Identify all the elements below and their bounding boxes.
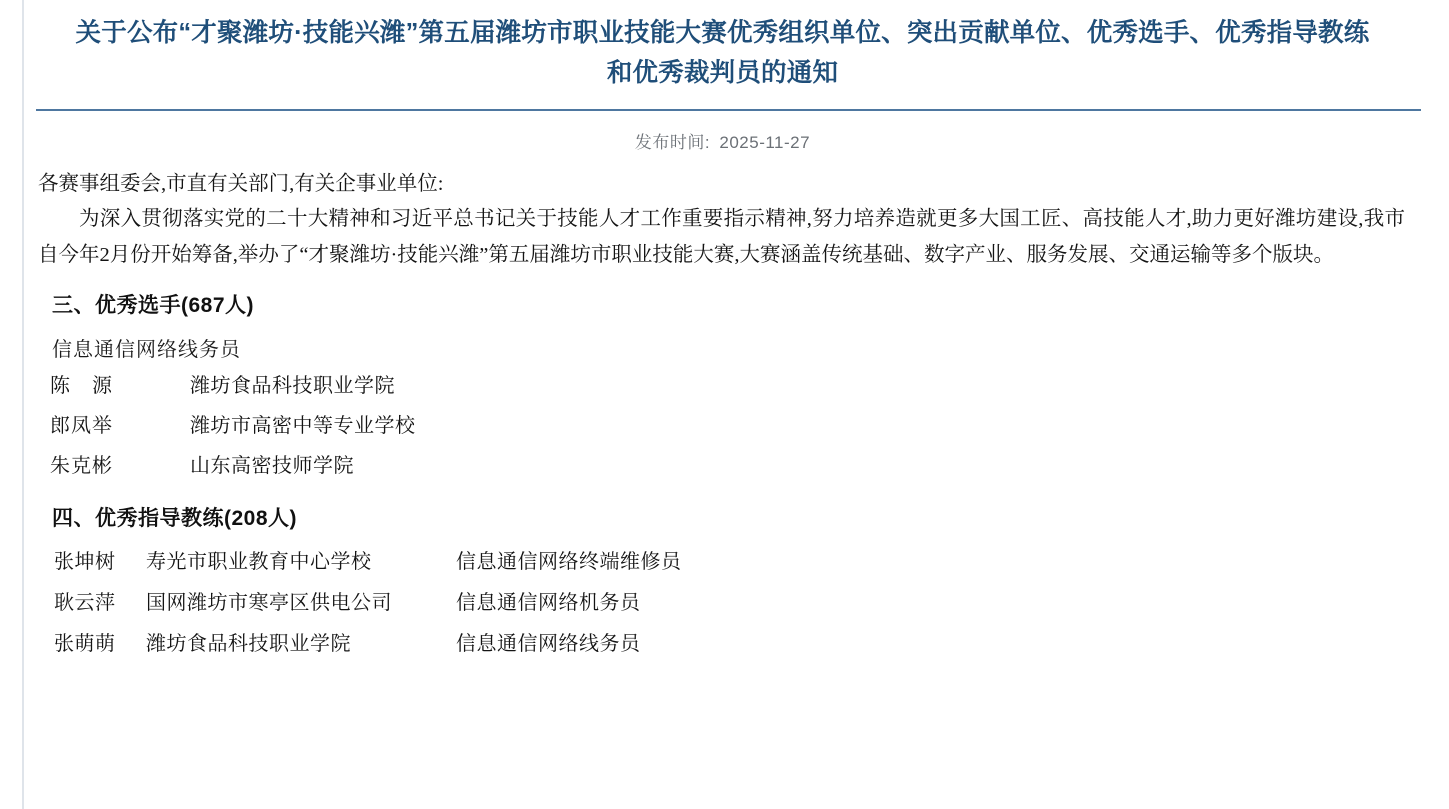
salutation: 各赛事组委会,市直有关部门,有关企事业单位: [38, 173, 444, 196]
list-item [54, 583, 1421, 624]
section-heading-outstanding-coaches: 四、优秀指导教练(208人) [52, 506, 298, 530]
contestant-name: 陈 源 [50, 374, 113, 397]
publish-time-label: 发布时间: [634, 133, 711, 153]
coach-unit: 国网潍坊市寒亭区供电公司 [146, 591, 392, 614]
section-heading-outstanding-contestants: 三、优秀选手(687人) [52, 293, 255, 317]
coach-trade: 信息通信网络终端维修员 [456, 550, 682, 573]
list-item [54, 542, 1421, 583]
contestant-list [24, 364, 1421, 486]
coach-unit: 潍坊食品科技职业学院 [146, 632, 351, 655]
coach-trade: 信息通信网络线务员 [456, 632, 641, 655]
trade-subheading-line-worker: 信息通信网络线务员 [52, 338, 241, 361]
publish-meta [24, 111, 1421, 167]
contestant-name: 郎凤举 [50, 414, 113, 437]
coach-list [24, 536, 1421, 665]
coach-name: 张坤树 [54, 550, 116, 573]
document-body [24, 167, 1421, 273]
publish-date: 2025-11-27 [719, 133, 811, 153]
contestant-org: 山东高密技师学院 [190, 454, 354, 477]
contestant-org: 潍坊食品科技职业学院 [190, 374, 395, 397]
coach-unit: 寿光市职业教育中心学校 [146, 550, 372, 573]
list-item [54, 624, 1421, 665]
list-item [50, 366, 1421, 406]
list-item [50, 406, 1421, 446]
page-title: 关于公布“才聚潍坊·技能兴潍”第五届潍坊市职业技能大赛优秀组织单位、突出贡献单位、优秀选手、优秀指导教练和优秀裁判员的通知 [75, 19, 1370, 87]
coach-name: 张萌萌 [54, 632, 116, 655]
contestant-org: 潍坊市高密中等专业学校 [190, 414, 416, 437]
coach-trade: 信息通信网络机务员 [456, 591, 641, 614]
coach-name: 耿云萍 [54, 591, 116, 614]
body-paragraph-1: 为深入贯彻落实党的二十大精神和习近平总书记关于技能人才工作重要指示精神,努力培养造就更多大国工匠、高技能人才,助力更好潍坊建设,我市自今年2月份开始筹备,举办了“才聚潍坊·技能兴潍”第五届潍坊市职业技能大赛,大赛涵盖传统基础、数字产业、服务发展、交通运输等多个版块。 [38, 208, 1405, 266]
left-margin-rule [22, 0, 24, 809]
title-divider [36, 109, 1421, 111]
list-item [50, 446, 1421, 486]
contestant-name: 朱克彬 [50, 454, 113, 477]
